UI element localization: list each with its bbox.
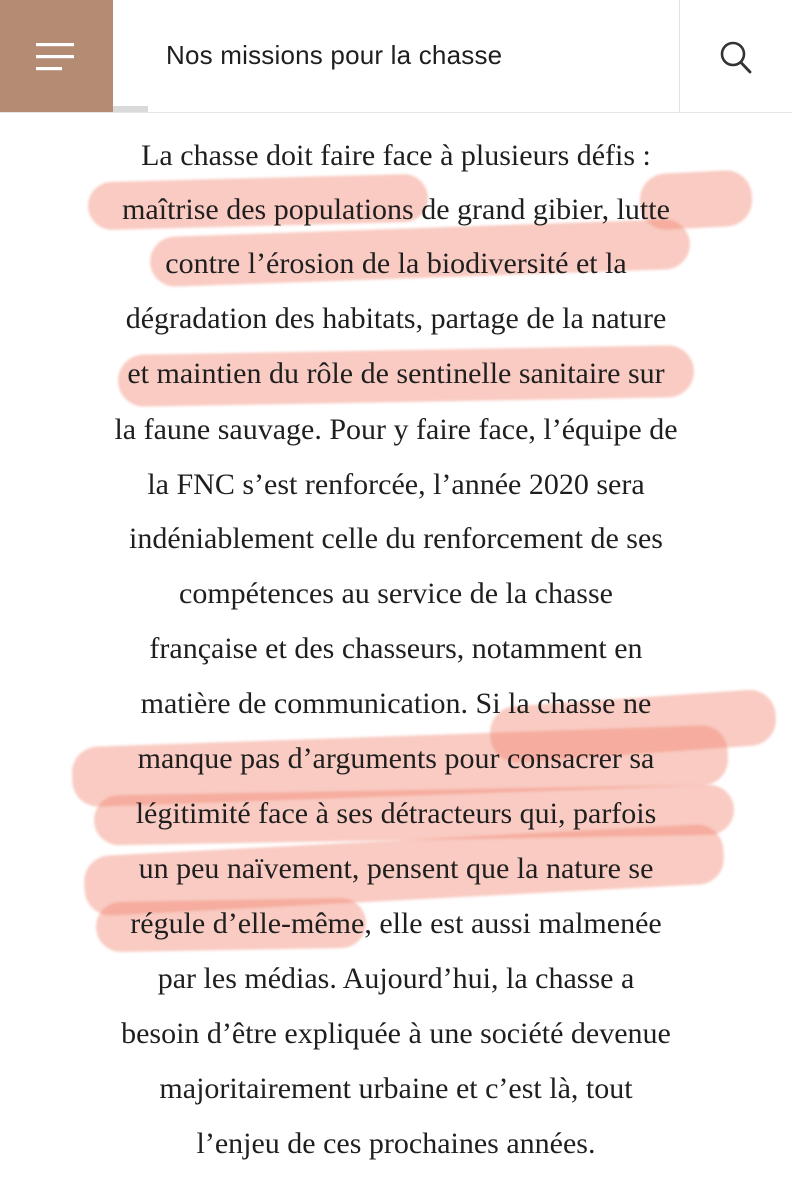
article-line: La chasse doit faire face à plusieurs défis : <box>141 139 651 172</box>
article-line: un peu naïvement, pensent que la nature se <box>138 852 654 885</box>
article-line: majoritairement urbaine et c’est là, tout <box>159 1072 633 1105</box>
article-line: la faune sauvage. Pour y faire face, l’équipe de <box>114 413 678 446</box>
title-tab-indicator <box>113 106 148 112</box>
article-line: légitimité face à ses détracteurs qui, parfois <box>135 797 657 830</box>
article-line: manque pas d’arguments pour consacrer sa <box>137 742 655 775</box>
article-line: la FNC s’est renforcée, l’année 2020 sera <box>147 468 645 501</box>
article-line: besoin d’être expliquée à une société devenue <box>121 1017 671 1050</box>
article-line: l’enjeu de ces prochaines années. <box>196 1127 596 1160</box>
hamburger-menu-icon <box>34 40 78 74</box>
article-line: indéniablement celle du renforcement de ses <box>129 522 663 555</box>
menu-button[interactable] <box>0 0 113 112</box>
article-line: dégradation des habitats, partage de la nature <box>125 302 667 335</box>
search-icon <box>718 40 754 76</box>
article-line: contre l’érosion de la biodiversité et la <box>165 247 627 280</box>
article-line: régule d’elle-même, elle est aussi malmenée <box>130 907 662 940</box>
article-line: compétences au service de la chasse <box>179 577 613 610</box>
article-line: et maintien du rôle de sentinelle sanitaire sur <box>127 357 665 390</box>
article-line: maîtrise des populations de grand gibier, lutte <box>122 193 670 226</box>
page-title: Nos missions pour la chasse <box>166 40 503 70</box>
article-line: par les médias. Aujourd’hui, la chasse a <box>157 962 635 995</box>
top-bar <box>0 0 792 113</box>
search-button[interactable] <box>680 0 792 112</box>
article-line: française et des chasseurs, notamment en <box>149 632 643 665</box>
article-line: matière de communication. Si la chasse ne <box>140 687 652 720</box>
